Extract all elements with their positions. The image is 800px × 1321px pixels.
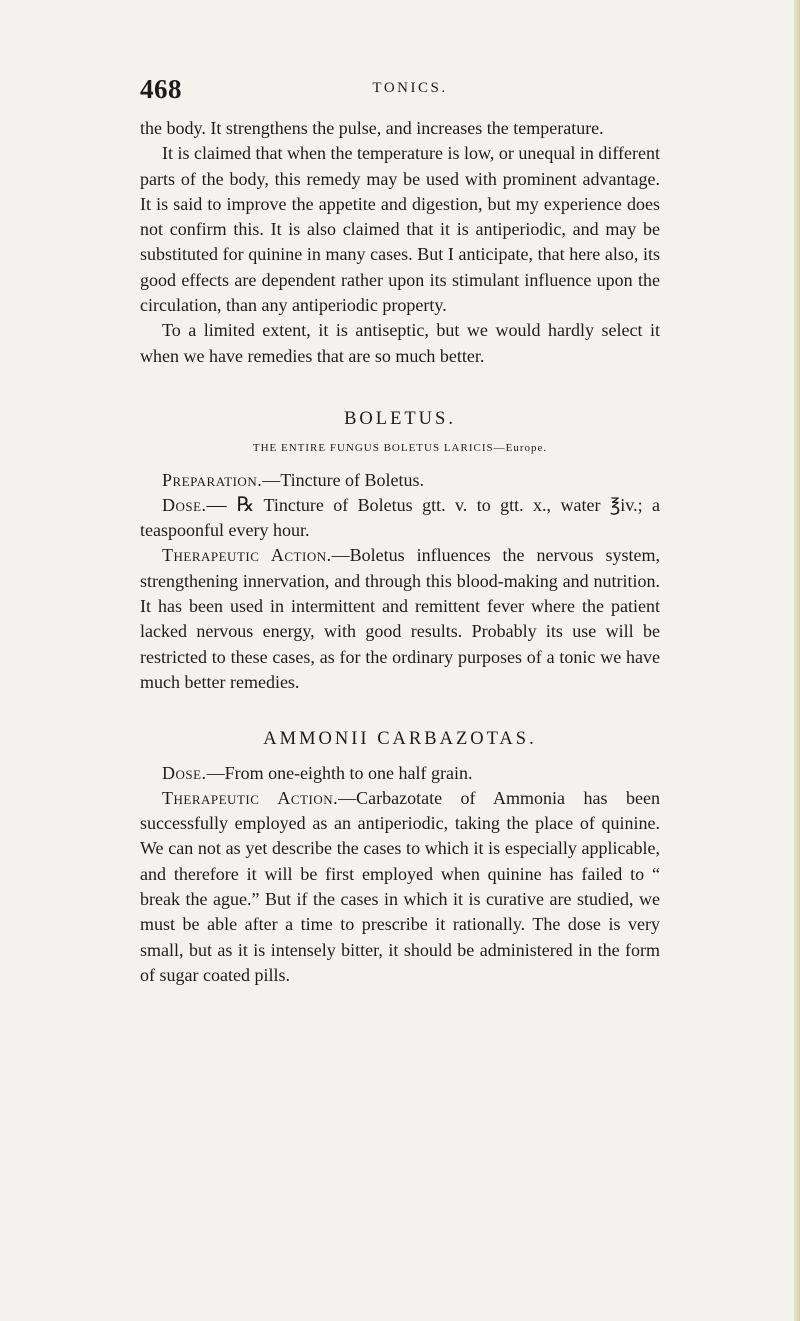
continued-paragraph: the body. It strengthens the pulse, and increases the temperature. — [140, 118, 604, 138]
page-edge — [794, 0, 800, 1321]
section-title-boletus: BOLETUS. — [344, 408, 456, 429]
page-number: 468 — [140, 74, 182, 104]
therapeutic-text: —Carbazotate of Ammonia has been successfully employed as an antiperiodic, taking the place of quinine. We can not as yet describe the cases to which it is especially applicable, and therefore it will be first employed when quinine has failed to “ break the ague.” But if the cases in which it is curative are studied, we must be able after a time to prescribe it rationally. The dose is very small, but as it is intensely bitter, it should be administered in the form of sugar coated pills. — [140, 787, 660, 985]
dose-label: Dose. — [162, 494, 207, 515]
page-header — [140, 74, 660, 114]
therapeutic-text: —Boletus influences the nervous system, strengthening innervation, and through this blood-making and nutrition. It has been used in intermittent and remittent fever where the patient lacked nervous energy, with good results. Probably its use will be restricted to these cases, as for the ordinary purposes of a tonic we have much better remedies. — [140, 545, 661, 692]
dose-text: —From one-eighth to one half grain. — [206, 762, 473, 783]
running-head: TONICS. — [372, 80, 448, 96]
therapeutic-label: Therapeutic Action. — [162, 545, 332, 566]
section-title-ammonii: AMMONII CARBAZOTAS. — [263, 729, 537, 750]
section-subtitle-boletus: THE ENTIRE FUNGUS BOLETUS LARICIS—Europe. — [252, 442, 548, 455]
therapeutic-label: Therapeutic Action. — [162, 787, 339, 808]
therapeutic-paragraph — [140, 786, 660, 988]
therapeutic-paragraph — [140, 543, 660, 695]
dose-paragraph — [140, 761, 660, 786]
preparation-text: —Tincture of Boletus. — [262, 469, 425, 490]
dose-label: Dose. — [162, 762, 207, 783]
page-body — [140, 116, 660, 988]
recipe-symbol: — ℞ — [206, 493, 255, 516]
dose-paragraph — [140, 493, 660, 544]
preparation-label: Preparation. — [162, 469, 263, 490]
paragraph: It is claimed that when the temperature is low, or unequal in different parts of the body, this remedy may be used with prominent advantage. It is said to improve the appetite and digestion, but my experience does not confirm this. It is also claimed that it is antiperiodic, and may be substituted for quinine in many cases. But I anticipate, that here also, its good effects are dependent rather upon its stimulant influence upon the circulation, than any antiperiodic property. — [140, 143, 660, 316]
dose-text: Tincture of Boletus gtt. v. to gtt. x., water ℥iv.; a teaspoonful every hour. — [140, 494, 660, 541]
preparation-paragraph — [140, 468, 660, 493]
paragraph: To a limited extent, it is antiseptic, but we would hardly select it when we have remedies that are so much better. — [140, 320, 660, 366]
